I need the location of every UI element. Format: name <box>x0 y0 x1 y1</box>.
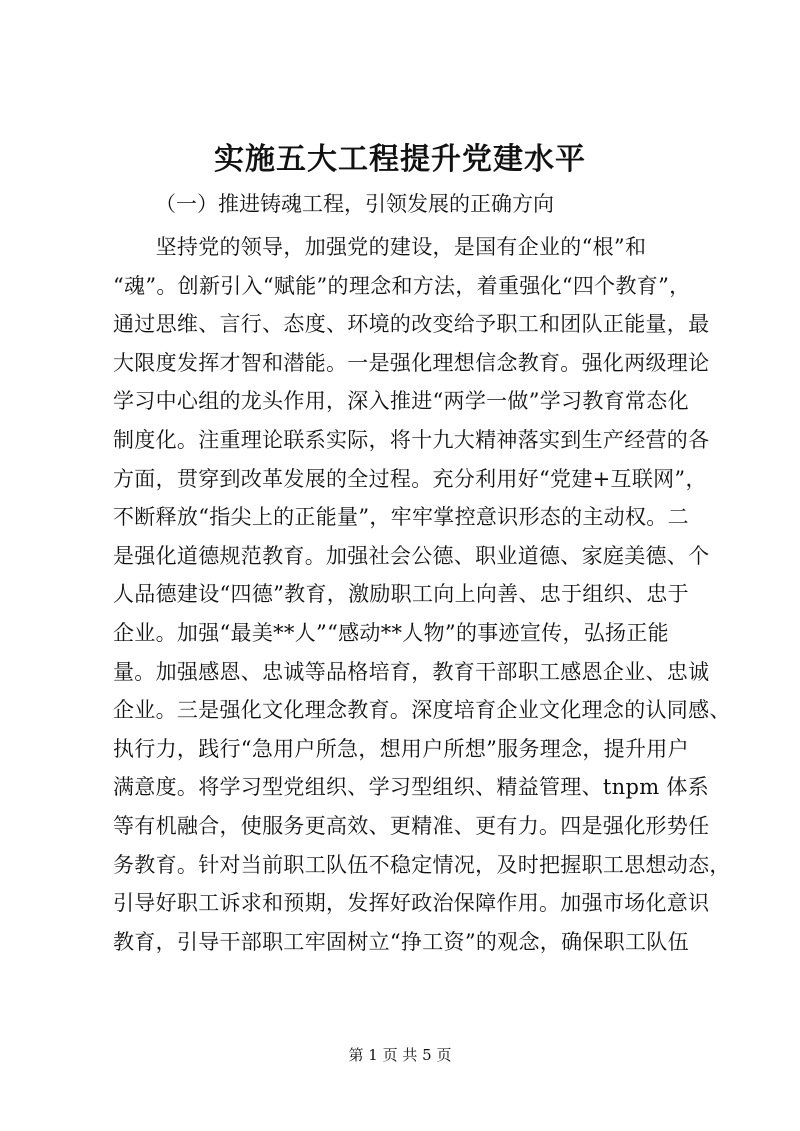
body-line: 企业。加强“最美**人”“感动**人物”的事迹宣传，弘扬正能 <box>113 620 669 645</box>
body-line: 不断释放“指尖上的正能量”，牢牢掌控意识形态的主动权。二 <box>113 505 689 530</box>
body-line: 方面，贯穿到改革发展的全过程。充分利用好“党建+互联网”， <box>113 466 707 491</box>
body-text <box>113 228 731 961</box>
body-line: 坚持党的领导，加强党的建设，是国有企业的“根”和 <box>113 235 647 259</box>
section-heading: （一）推进铸魂工程，引领发展的正确方向 <box>155 192 554 216</box>
body-line: 学习中心组的龙头作用，深入推进“两学一做”学习教育常态化 <box>113 389 689 414</box>
body-line: 制度化。注重理论联系实际，将十九大精神落实到生产经营的各 <box>113 427 710 452</box>
body-line: 引导好职工诉求和预期，发挥好政治保障作用。加强市场化意识 <box>113 891 710 916</box>
body-line: 是强化道德规范教育。加强社会公德、职业道德、家庭美德、个 <box>113 543 710 568</box>
body-line: 大限度发挥才智和潜能。一是强化理想信念教育。强化两级理论 <box>113 350 710 375</box>
body-line: 企业。三是强化文化理念教育。深度培育企业文化理念的认同感、 <box>113 698 731 723</box>
body-line: 满意度。将学习型党组织、学习型组织、精益管理、tnpm 体系 <box>113 775 709 800</box>
body-line: 务教育。针对当前职工队伍不稳定情况，及时把握职工思想动态， <box>113 852 731 877</box>
body-line: 通过思维、言行、态度、环境的改变给予职工和团队正能量，最 <box>113 312 710 337</box>
body-line: “魂”。创新引入“赋能”的理念和方法，着重强化“四个教育”， <box>113 273 691 298</box>
body-line: 教育，引导干部职工牢固树立“挣工资”的观念，确保职工队伍 <box>113 929 689 954</box>
body-line: 执行力，践行“急用户所急，想用户所想”服务理念，提升用户 <box>113 736 689 761</box>
body-line: 等有机融合，使服务更高效、更精准、更有力。四是强化形势任 <box>113 813 710 838</box>
document-title: 实施五大工程提升党建水平 <box>214 142 586 177</box>
page-footer: 第 1 页 共 5 页 <box>348 1046 452 1064</box>
body-line: 人品德建设“四德”教育，激励职工向上向善、忠于组织、忠于 <box>113 582 689 607</box>
body-line: 量。加强感恩、忠诚等品格培育，教育干部职工感恩企业、忠诚 <box>113 659 710 684</box>
